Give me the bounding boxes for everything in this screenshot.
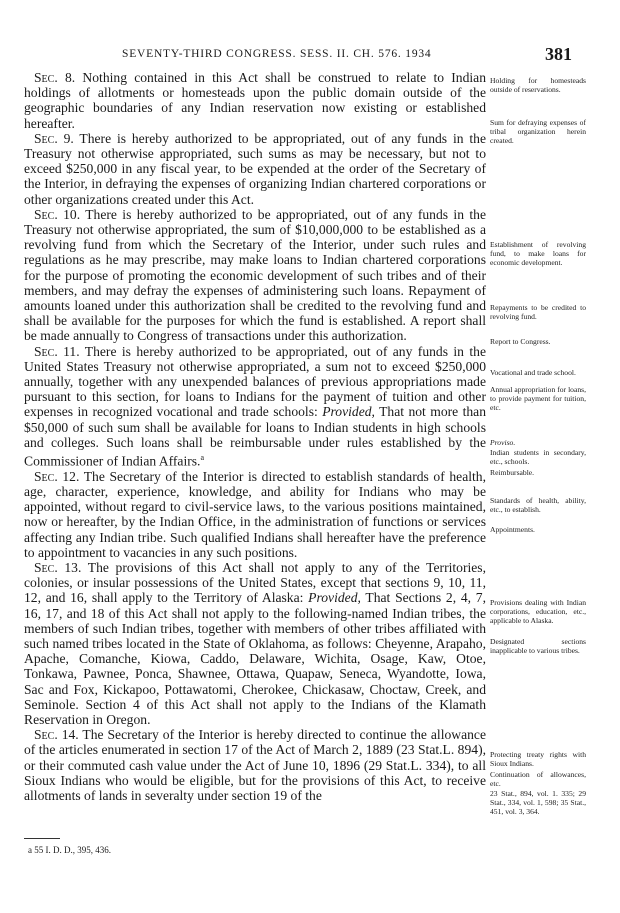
section-label: Sec. 10. bbox=[34, 206, 81, 222]
footnote: a 55 I. D. D., 395, 436. bbox=[28, 845, 111, 855]
section-13 bbox=[24, 560, 486, 727]
section-label: Sec. 11. bbox=[34, 343, 80, 359]
footnote-mark: a bbox=[200, 453, 205, 463]
margin-note-vocational: Vocational and trade school. bbox=[490, 368, 576, 377]
section-text: That Sections 2, 4, 7, 16, 17, and 18 of this Act shall not apply to the following-named Indian tribes, the members of such Indian tribes, together with members of other tribes affiliated with such named tribes located in the State of Oklahoma, as follows: Cheyenne, Arapaho, Apache, Comanche, Kiowa, Caddo, Delaware, Wichita, Osage, Kaw, Otoe, Tonkawa, Pawnee, Ponca, Shawnee, Ottawa, Quapaw, Seneca, Wyandotte, Iowa, Sac and Fox, Kickapoo, Pottawatomi, Cherokee, Chickasaw, Choctaw, Creek, and Seminole. Section 4 of this Act shall not apply to the Indians of the Klamath Reservation in Oregon. bbox=[24, 590, 486, 728]
proviso-italic: Provided, bbox=[322, 404, 375, 420]
section-text: There is hereby authorized to be appropriated, out of any funds in the United States Treasury not otherwise appropriated, a sum not to exceed $250,000 annually, together with any unexpended balances of previous appropriations made pursuant to this section, for loans to Indians for the payment of tuition and other expenses in recognized vocational and trade schools: bbox=[24, 343, 486, 420]
page-number: 381 bbox=[545, 44, 572, 64]
margin-note-report: Report to Congress. bbox=[490, 337, 551, 346]
section-8 bbox=[24, 70, 486, 131]
section-text: The Secretary of the Interior is hereby directed to continue the allowance of the articles enumerated in section 17 of the Act of March 2, 1889 (23 Stat.L. 894), or their commuted cash value under the Act of June 10, 1896 (29 Stat.L. 334), to all Sioux Indians who would be eligible, but for the provisions of this Act, to receive allotments of lands in severalty under section 19 of the bbox=[24, 727, 486, 804]
section-label: Sec. 9. bbox=[34, 130, 74, 146]
margin-note-standards: Standards of health, ability, etc., to establish. bbox=[490, 496, 586, 514]
section-label: Sec. 8. bbox=[34, 70, 76, 85]
margin-note-treaty-rights: Protecting treaty rights with Sioux Indians. bbox=[490, 750, 586, 768]
section-12 bbox=[24, 469, 486, 560]
section-label: Sec. 12. bbox=[34, 468, 80, 484]
margin-note-repayments: Repayments to be credited to revolving fund. bbox=[490, 303, 586, 321]
margin-note-alaska: Provisions dealing with Indian corporations, education, etc., applicable to Alaska. bbox=[490, 598, 586, 625]
section-label: Sec. 13. bbox=[34, 560, 82, 576]
section-text: There is hereby authorized to be appropriated, out of any funds in the Treasury not otherwise appropriated, such sums as may be necessary, but not to exceed $250,000 in any fiscal year, to be expended at the order of the Secretary of the Interior, in defraying the expenses of organizing Indian chartered corporations or other organizations created under this Act. bbox=[24, 130, 486, 207]
section-text: Nothing contained in this Act shall be construed to relate to Indian holdings of allotments or homesteads upon the public domain outside of the geographic boundaries of any Indian reservation now existing or established hereafter. bbox=[24, 70, 486, 131]
statute-body bbox=[24, 70, 486, 803]
margin-note-continuation: Continuation of allowances, etc. bbox=[490, 770, 586, 788]
margin-note-reimbursable: Reimbursable. bbox=[490, 468, 535, 477]
margin-note-revolving-fund: Establishment of revolving fund, to make loans for economic development. bbox=[490, 240, 586, 267]
running-header bbox=[92, 44, 572, 66]
section-10 bbox=[24, 207, 486, 344]
section-text: That not more than $50,000 of such sum shall be available for loans to Indian students in high schools and colleges. Such loans shall be reimbursable under rules established by the Commissioner of Indian Affairs. bbox=[24, 404, 486, 469]
section-text: The Secretary of the Interior is directed to establish standards of health, age, character, experience, knowledge, and ability for Indians who may be appointed, without regard to civil-service laws, to the various positions maintained, now or hereafter, by the Indian Office, in the administration of functions or services affecting any Indian tribe. Such qualified Indians shall hereafter have the preference to appointment to vacancies in any such positions. bbox=[24, 468, 486, 560]
section-9 bbox=[24, 131, 486, 207]
section-text: There is hereby authorized to be appropriated, out of any funds in the Treasury not otherwise appropriated, the sum of $10,000,000 to be established as a revolving fund from which the Secretary of the Interior, under such rules and regulations as he may prescribe, may make loans to Indian chartered corporations for the purpose of promoting the economic development of such tribes and of their members, and may defray the expenses of administering such loans. Repayment of amounts loaned under this authorization shall be credited to the revolving fund and shall be available for the purposes for which the fund is established. A report shall be made annually to Congress of transactions under this authorization. bbox=[24, 206, 486, 344]
section-14 bbox=[24, 727, 486, 803]
margin-note-organization-expenses: Sum for defraying expenses of tribal organization herein created. bbox=[490, 118, 586, 145]
margin-note-appointments: Appointments. bbox=[490, 525, 535, 534]
margin-note-students: Indian students in secondary, etc., schools. bbox=[490, 448, 586, 466]
margin-note-proviso: Proviso. bbox=[490, 438, 516, 447]
section-label: Sec. 14. bbox=[34, 727, 79, 743]
section-11 bbox=[24, 344, 486, 469]
section-text: The provisions of this Act shall not apply to any of the Territories, colonies, or insular possessions of the United States, except that sections 9, 10, 11, 12, and 16, shall apply to the Territory of Alaska: bbox=[24, 560, 486, 606]
footnote-rule bbox=[24, 838, 60, 839]
proviso-italic: Provided, bbox=[308, 590, 361, 606]
margin-note-citations: 23 Stat., 894, vol. 1. 335; 29 Stat., 334, vol. 1, 598; 35 Stat., 451, vol. 3, 364. bbox=[490, 789, 586, 816]
margin-note-designated-sections: Designated sections inapplicable to various tribes. bbox=[490, 637, 586, 655]
margin-note-annual-appropriation: Annual appropriation for loans, to provide payment for tuition, etc. bbox=[490, 385, 586, 412]
margin-note-homesteads: Holding for homesteads outside of reservations. bbox=[490, 76, 586, 94]
running-head: SEVENTY-THIRD CONGRESS. SESS. II. CH. 576. 1934 bbox=[122, 48, 432, 60]
